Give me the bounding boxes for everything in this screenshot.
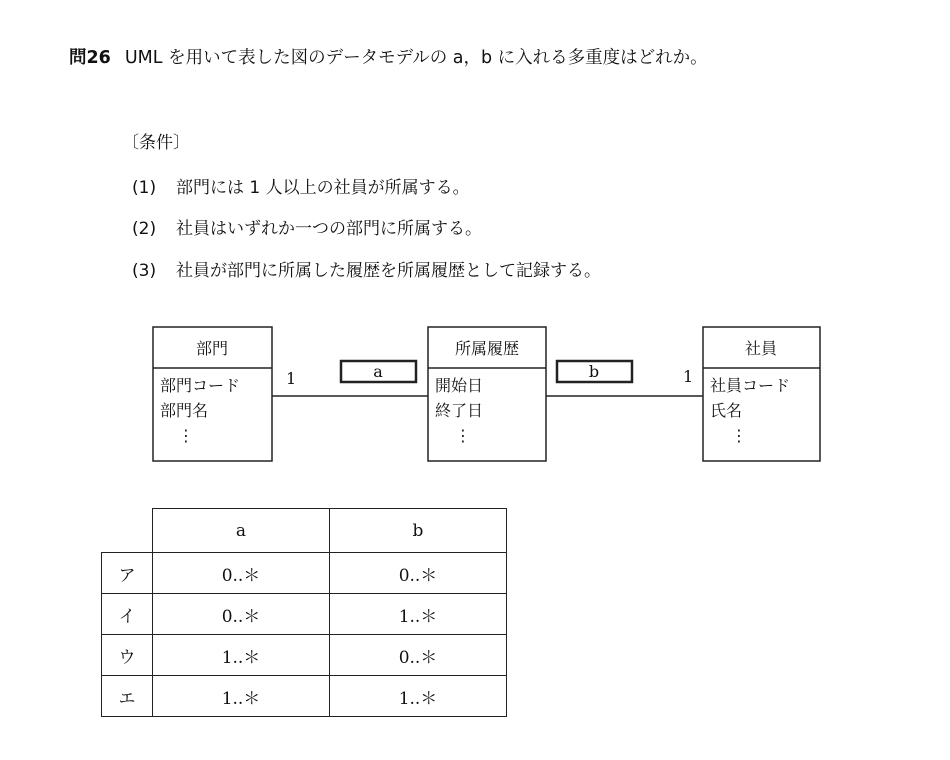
class-box-department: [153, 327, 272, 461]
conditions-title: 〔条件〕: [122, 133, 190, 153]
class-attribute: 部門コード: [160, 376, 241, 395]
option-b-value: 0..＊: [330, 635, 507, 676]
blank-a-label: a: [373, 362, 383, 381]
option-label: イ: [102, 594, 153, 635]
header-a: a: [153, 509, 330, 553]
option-a-value: 1..＊: [153, 676, 330, 717]
condition-number: (3): [132, 261, 157, 281]
condition-number: (2): [132, 219, 157, 239]
class-attribute: ⋮: [455, 426, 471, 445]
class-attribute: 終了日: [435, 401, 484, 420]
header-blank-cell: [102, 509, 153, 553]
class-box-affiliation-history: [428, 327, 546, 461]
multiplicity-blank-b: [557, 361, 632, 382]
class-name: 所属履歴: [454, 339, 520, 358]
multiplicity-right-end: 1: [683, 367, 694, 386]
multiplicity-left-end: 1: [286, 369, 297, 388]
multiplicity-blank-a: [341, 361, 416, 382]
answer-row: [102, 635, 507, 676]
class-attribute: 部門名: [160, 401, 209, 420]
answer-row: [102, 553, 507, 594]
condition-text: 社員はいずれか一つの部門に所属する。: [176, 219, 482, 239]
answer-row: [102, 594, 507, 635]
question-number: 問26: [69, 48, 111, 68]
option-a-value: 1..＊: [153, 635, 330, 676]
option-b-value: 0..＊: [330, 553, 507, 594]
option-a-value: 0..＊: [153, 553, 330, 594]
class-attribute: ⋮: [731, 426, 747, 445]
option-label: ウ: [102, 635, 153, 676]
answer-table-header: [102, 509, 507, 553]
header-b: b: [330, 509, 507, 553]
class-box-employee: [703, 327, 820, 461]
class-name: 社員: [744, 339, 778, 358]
class-attribute: 氏名: [710, 401, 743, 420]
answer-row: [102, 676, 507, 717]
answer-table: [101, 508, 507, 717]
class-attribute: ⋮: [178, 426, 194, 445]
class-name: 部門: [195, 339, 229, 358]
class-attribute: 開始日: [435, 376, 484, 395]
question-text: UML を用いて表した図のデータモデルの a，b に入れる多重度はどれか。: [124, 48, 708, 68]
condition-text: 社員が部門に所属した履歴を所属履歴として記録する。: [176, 261, 601, 281]
blank-b-label: b: [588, 362, 600, 381]
option-a-value: 0..＊: [153, 594, 330, 635]
option-label: エ: [102, 676, 153, 717]
condition-text: 部門には 1 人以上の社員が所属する。: [176, 178, 470, 198]
condition-number: (1): [132, 178, 157, 198]
option-label: ア: [102, 553, 153, 594]
option-b-value: 1..＊: [330, 594, 507, 635]
option-b-value: 1..＊: [330, 676, 507, 717]
class-attribute: 社員コード: [710, 376, 791, 395]
